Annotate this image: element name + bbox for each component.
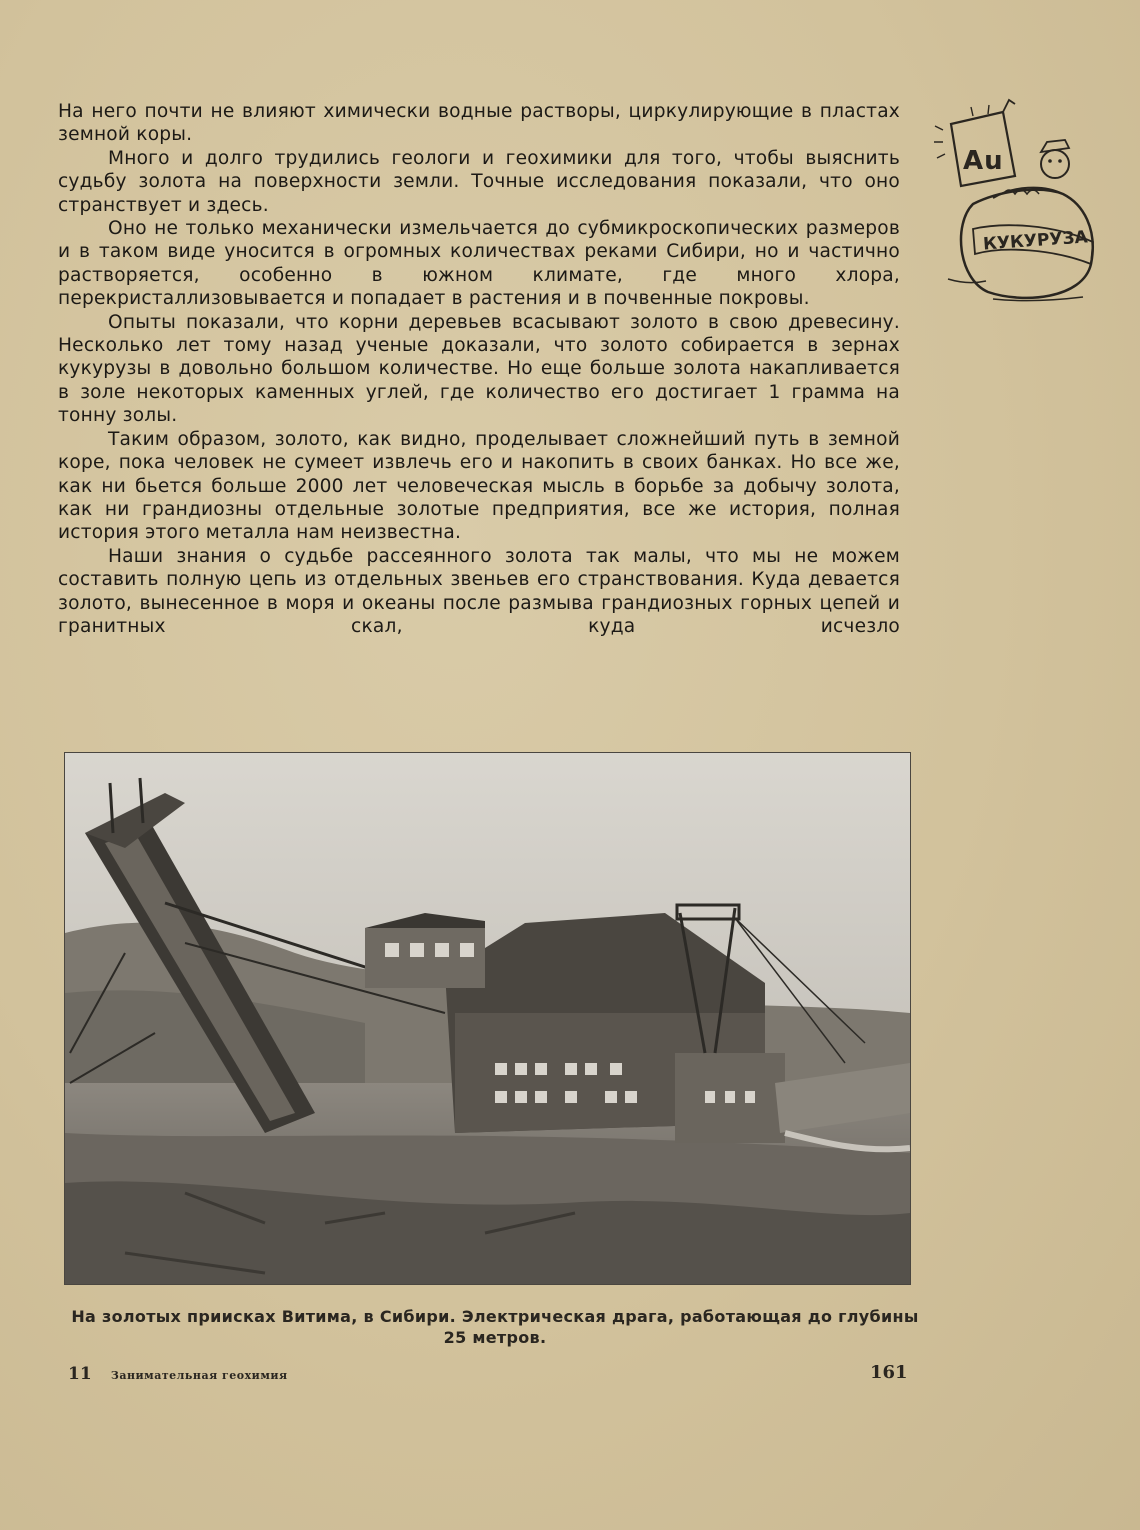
photo-caption: На золотых приисках Витима, в Сибири. Электрическая драга, работающая до глубины 25 метров. [71,1307,919,1347]
sack-drawing [933,94,1103,304]
page-number: 161 [870,1362,908,1383]
dredge-photo [64,752,911,1285]
signature-number: 11 [68,1364,92,1384]
printer-signature [68,1364,288,1384]
paragraph: Оно не только механически измельчается до субмикроскопических размеров и в таком виде уносится в огромных количествах реками Сибири, но и частично растворяется, особенно в южном климате, где много хлора, перекристаллизовывается и попадает в растения и в почвенные покровы. [58,218,900,310]
corn-label: КУКУРУЗА [982,227,1089,255]
corn-sack-illustration [933,94,1103,304]
body-text [58,100,900,638]
paragraph: Опыты показали, что корни деревьев всасывают золото в свою древесину. Несколько лет тому назад ученые доказали, что золото собирается в зернах кукурузы в довольно большом количестве. Но еще больше золота накапливается в золе некоторых каменных углей, где количество его достигает 1 грамма на тонну золы. [58,311,900,427]
paragraph: На него почти не влияют химически водные растворы, циркулирующие в пластах земной коры. [58,101,900,146]
paragraph: Наши знания о судьбе рассеянного золота так малы, что мы не можем составить полную цепь из отдельных звеньев его странствования. Куда девается золото, вынесенное в моря и океаны после размыва грандиозных горных цепей и гранитных скал, куда исчезло [58,545,900,637]
signature-title: Занимательная геохимия [110,1369,288,1382]
au-label: Au [963,146,1004,176]
paragraph: Таким образом, золото, как видно, проделывает сложнейший путь в земной коре, пока человек не сумеет извлечь его и накопить в своих банках. Но все же, как ни бьется больше 2000 лет человеческая мысль в борьбе за добычу золота, как ни грандиозны отдельные золотые предприятия, все же история, полная история этого металла нам неизвестна. [58,428,900,544]
dredge-photo-image [65,753,910,1284]
paragraph: Много и долго трудились геологи и геохимики для того, чтобы выяснить судьбу золота на поверхности земли. Точные исследования показали, что оно странствует и здесь. [58,147,900,216]
